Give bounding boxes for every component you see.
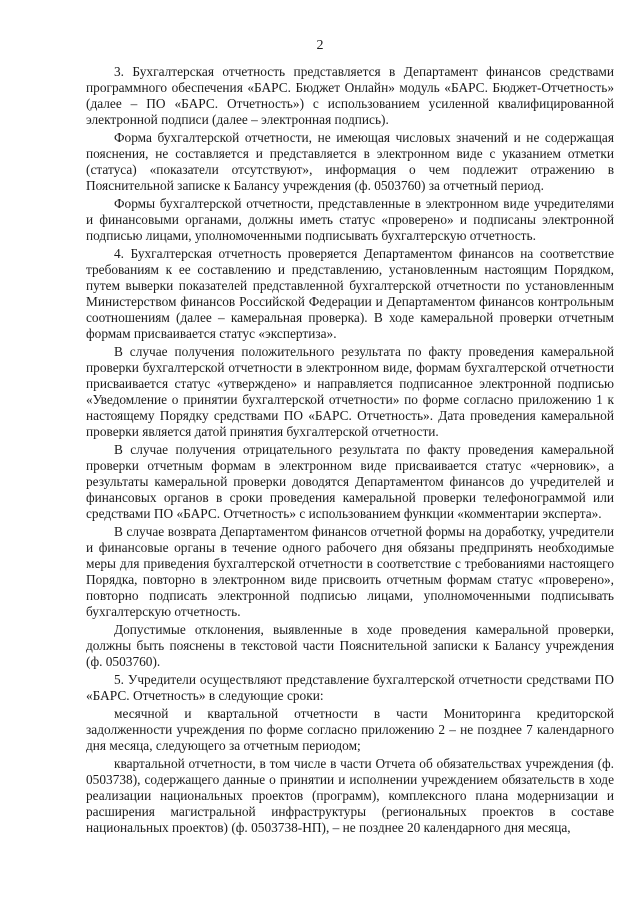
paragraph-quarterly-obligations: квартальной отчетности, в том числе в части Отчета об обязательствах учреждения (ф. 0503738), содержащего данные о принятии и исполнении учреждением обязательств в ходе реализации национальных проектов (программ), комплексного плана модернизации и расширения магистральной инфраструктуры (региональных проектов в составе национальных проектов) (ф. 0503738-НП), – не позднее 20 календарного дня месяца, [86,756,614,835]
paragraph-item-4-review: 4. Бухгалтерская отчетность проверяется Департаментом финансов на соответствие требованиям к ее составлению и представлению, установленным настоящим Порядком, путем выверки показателей представленной бухгалтерской отчетности по установленным Министерством финансов Российской Федерации и Департаментом финансов контрольным соотношениям (далее – камеральная проверка). В ходе камеральной проверки отчетным формам присваивается статус «экспертиза». [86,246,614,341]
paragraph-negative-result: В случае получения отрицательного результата по факту проведения камеральной проверки отчетным формам в электронном виде присваивается статус «черновик», а результаты камеральной проверки доводятся Департаментом финансов до учредителей и финансовых органов в сроки проведения камеральной проверки телефонограммой или средствами ПО «БАРС. Отчетность» с использованием функции «комментарии эксперта». [86,442,614,521]
paragraph-monthly-quarterly: месячной и квартальной отчетности в части Мониторинга кредиторской задолженности учреждения по форме согласно приложению 2 – не позднее 7 календарного дня месяца, следующего за отчетным периодом; [86,706,614,753]
document-body [86,64,614,838]
paragraph-empty-form: Форма бухгалтерской отчетности, не имеющая числовых значений и не содержащая пояснения, не составляется и представляется в электронном виде с указанием отметки (статуса) «показатели отсутствуют», информация о чем подлежит отражению в Пояснительной записке к Балансу учреждения (ф. 0503760) за отчетный период. [86,130,614,193]
page-number: 2 [316,38,324,53]
paragraph-positive-result: В случае получения положительного результата по факту проведения камеральной проверки бухгалтерской отчетности в электронном виде, формам бухгалтерской отчетности присваивается статус «утверждено» и направляется подписанное электронной подписью «Уведомление о принятии бухгалтерской отчетности» по форме согласно приложению 1 к настоящему Порядку средствами ПО «БАРС. Отчетность». Дата проведения камеральной проверки является датой принятия бухгалтерской отчетности. [86,344,614,439]
paragraph-return-for-revision: В случае возврата Департаментом финансов отчетной формы на доработку, учредители и финансовые органы в течение одного рабочего дня обязаны предпринять необходимые меры для приведения бухгалтерской отчетности в соответствие с требованиями настоящего Порядка, повторно в электронном виде присвоить отчетным формам статус «проверено», повторно подписать электронной подписью лицами, уполномоченными подписывать бухгалтерскую отчетность. [86,524,614,619]
paragraph-form-status: Формы бухгалтерской отчетности, представленные в электронном виде учредителями и финансовыми органами, должны иметь статус «проверено» и подписаны электронной подписью лицами, уполномоченными подписывать бухгалтерскую отчетность. [86,196,614,243]
paragraph-item-3-submission: 3. Бухгалтерская отчетность представляется в Департамент финансов средствами программного обеспечения «БАРС. Бюджет Онлайн» модуль «БАРС. Бюджет-Отчетность» (далее – ПО «БАРС. Отчетность») с использованием усиленной квалифицированной электронной подписи (далее – электронная подпись). [86,64,614,127]
paragraph-item-5-deadlines: 5. Учредители осуществляют представление бухгалтерской отчетности средствами ПО «БАРС. Отчетность» в следующие сроки: [86,672,614,703]
paragraph-allowed-deviations: Допустимые отклонения, выявленные в ходе проведения камеральной проверки, должны быть пояснены в текстовой части Пояснительной записки к Балансу учреждения (ф. 0503760). [86,622,614,669]
